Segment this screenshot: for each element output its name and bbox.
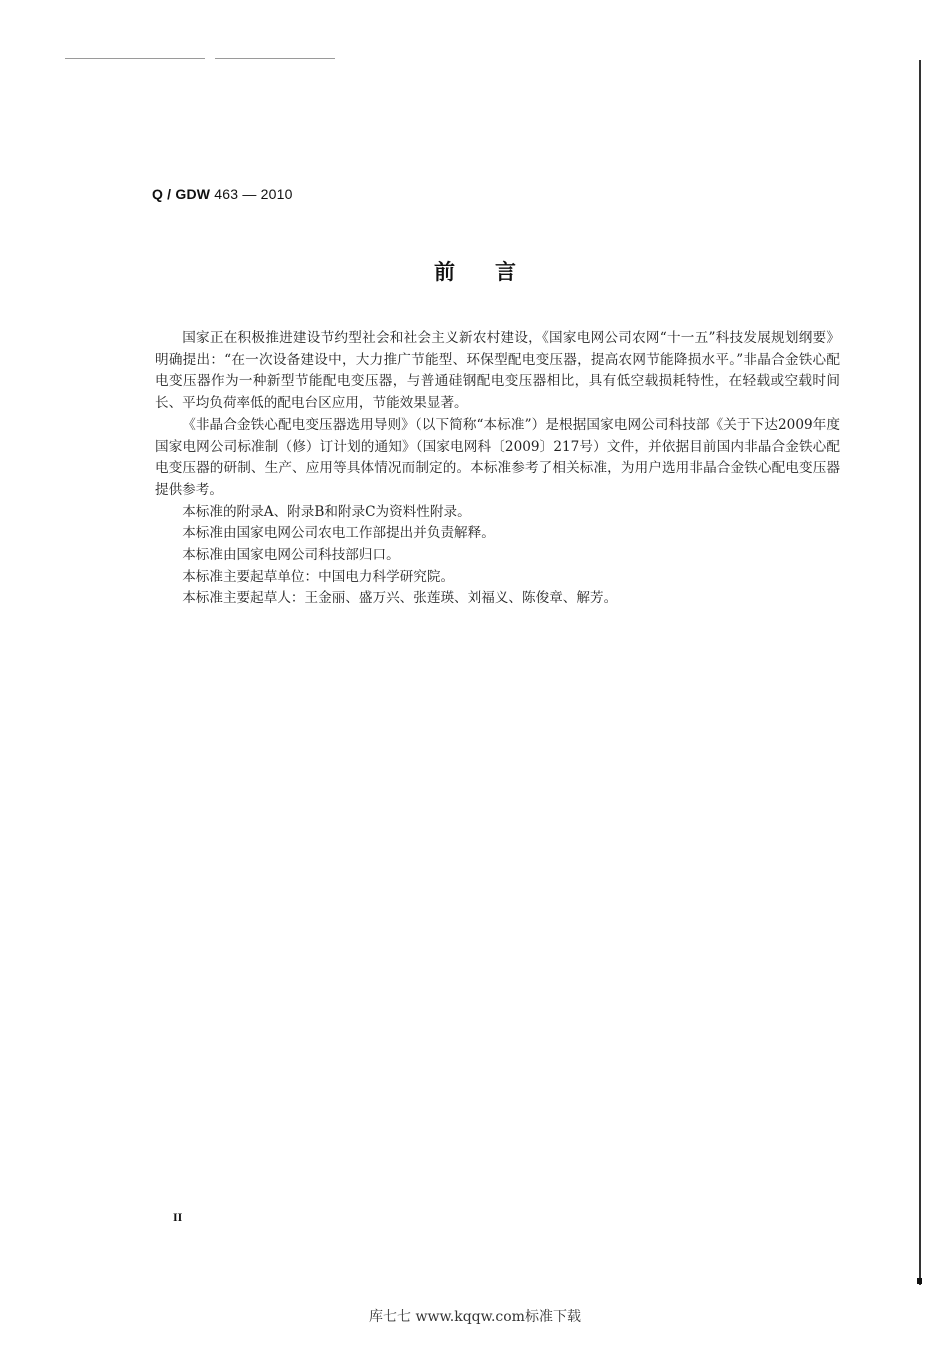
paragraph: 本标准主要起草人：王金丽、盛万兴、张莲瑛、刘福义、陈俊章、解芳。 (182, 590, 618, 607)
standard-code (152, 186, 293, 202)
paragraph: 国家正在积极推进建设节约型社会和社会主义新农村建设，《国家电网公司农网“十一五”科技发展规划纲要》明确提出：“在一次设备建设中，大力推广节能型、环保型配电变压器，提高农网节能降损水平。”非晶合金铁心配电变压器作为一种新型节能配电变压器，与普通硅钢配电变压器相比，具有低空载损耗特性，在轻载或空载时间长、平均负荷率低的配电台区应用，节能效果显著。 (155, 330, 840, 412)
standard-code-prefix: Q / GDW (152, 186, 211, 202)
paragraph: 本标准由国家电网公司农电工作部提出并负责解释。 (182, 525, 495, 542)
page-edge-line (919, 60, 921, 1285)
footer-watermark: 库七七 www.kqqw.com标准下载 (369, 1309, 581, 1325)
paragraph: 本标准主要起草单位：中国电力科学研究院。 (182, 568, 455, 585)
page-edge-mark (917, 1278, 922, 1284)
paragraph: 《非晶合金铁心配电变压器选用导则》（以下简称“本标准”）是根据国家电网公司科技部《关于下达2009年度国家电网公司标准制（修）订计划的通知》（国家电网科〔2009〕217号）文件，并依据目前国内非晶合金铁心配电变压器的研制、生产、应用等具体情况而制定的。本标准参考了相关标准，为用户选用非晶合金铁心配电变压器提供参考。 (155, 416, 840, 498)
scan-header-rule-left (65, 58, 205, 59)
paragraph: 本标准由国家电网公司科技部归口。 (182, 547, 400, 564)
scan-header-rule-right (215, 58, 335, 59)
page-number: II (173, 1210, 183, 1224)
page-title: 前言 (434, 260, 556, 284)
standard-code-number: 463 — 2010 (214, 186, 293, 202)
paragraph: 本标准的附录A、附录B和附录C为资料性附录。 (182, 503, 471, 520)
foreword-body (155, 328, 840, 610)
